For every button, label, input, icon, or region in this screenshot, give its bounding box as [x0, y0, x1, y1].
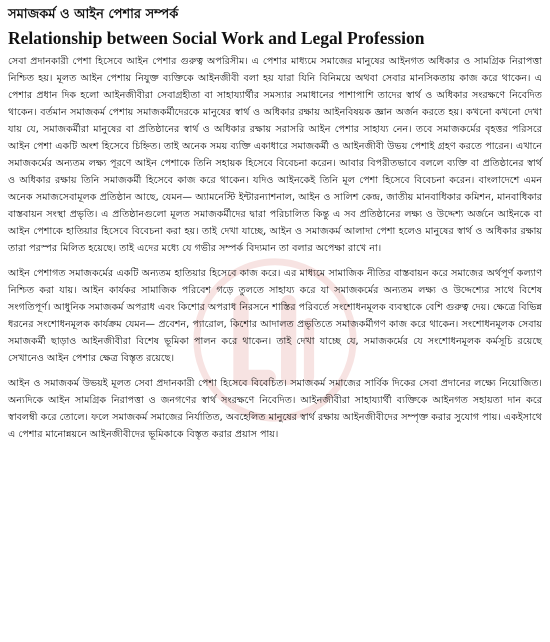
paragraph-3: আইন ও সমাজকর্ম উভয়ই মূলত সেবা প্রদানকারী পেশা হিসেবে বিবেচিত। সমাজকর্ম সমাজের সার্বিক দিকের সেবা প্রদানের লক্ষ্যে নিয়োজিত। অন্যদিকে আইন সামগ্রিক নিরাপত্তা ও জনগণের স্বার্থ সংরক্ষণে নিবেদিত। আইনজীবীরা সাহায্যার্থী ব্যক্তিকে আইনগত সহায়তা দান করে স্বাবলম্বী করে তোলে। ফলে সমাজকর্ম সমাজের নির্যাতিত, অবহেলিত মানুষের স্বার্থ রক্ষায় আইনজীবীদের সম্পৃক্ত করার সুযোগ পায়। একইসাথে এ পেশার মানোন্নয়নে আইনজীবীদের ভূমিকাকে বিস্তৃত করার প্রয়াস পায়। [8, 378, 542, 440]
paragraph-1: সেবা প্রদানকারী পেশা হিসেবে আইন পেশার গুরুত্ব অপরিসীম। এ পেশার মাধ্যমে সমাজের মানুষের আইনগত অধিকার ও সামগ্রিক নিরাপত্তা নিশ্চিত হয়। মূলত আইন পেশায় নিযুক্ত ব্যক্তিকে আইনজীবী বলা হয় যারা যিনি বিনিময়ে অথবা সেবার মানসিকতায় কাজ করে থাকেন। এ পেশার প্রধান দিক হলো আইনজীবীরা সেবাগ্রহীতা বা সাহায্যার্থীর সমস্যার সমাধানের পাশাপাশি তাদের স্বার্থ ও অধিকার সংরক্ষণে নিবেদিত থাকেন। বর্তমান সমাজকর্ম পেশায় সমাজকর্মীদেরকে মানুষের স্বার্থ ও অধিকার রক্ষায় আইনবিষয়ক জ্ঞান অর্জন করতে হয়। কখনো কখনো দেখা যায় যে, সমাজকর্মীরা মানুষের বা প্রতিষ্ঠানের স্বার্থ ও অধিকার রক্ষায় সরাসরি আইন পেশার সাহায্য নেন। তবে সমাজকর্মের বৃহত্তর পরিসরে আইন পেশা একটি অংশ হিসেবে চিহ্নিত। তাই অনেক সময় ব্যক্তি একাধারে সমাজকর্মী ও আইনজীবী উভয় পেশাই গ্রহণ করতে পারেন। এখানে সমাজকর্মের অন্যতম লক্ষ্য পূরণে আইন পেশাকে তিনি সহায়ক হিসেবে বিবেচনা করেন। আবার বিপরীতভাবে বললে ব্যক্তি বা প্রতিষ্ঠানের স্বার্থ ও অধিকার রক্ষায় তিনি সমাজকর্মী হিসেবে কাজ করে থাকেন। যদিও আইনকেই তিনি মূল পেশা হিসেবে বিবেচনা করেন। বাংলাদেশে এমন অনেক সমাজসেবামূলক প্রতিষ্ঠান আছে, যেমন— অ্যামনেস্টি ইন্টারন্যাশনাল, আইন ও সালিশ কেন্দ্র, জাতীয় মানবাধিকার কমিশন, মানবাধিকার বাস্তবায়ন সংস্থা প্রভৃতি। এ প্রতিষ্ঠানগুলো মূলত সমাজকর্মীদের দ্বারা পরিচালিত কিন্তু এ সব প্রতিষ্ঠানের লক্ষ্য ও উদ্দেশ্য অর্জনে আইনকে বা আইন পেশাকে হাতিয়ার হিসেবে বিবেচনা করা হয়। তাই দেখা যাচ্ছে, আইন ও সমাজকর্ম আলাদা পেশা হলেও মানুষের স্বার্থ ও অধিকার রক্ষায় তারা পরস্পর মিলিত হয়েছে। তাই এদের মধ্যে যে গভীর সম্পর্ক বিদ্যমান তা বলার অপেক্ষা রাখে না। [8, 56, 542, 254]
paragraph-2: আইন পেশাগত সমাজকর্মের একটি অন্যতম হাতিয়ার হিসেবে কাজ করে। এর মাধ্যমে সামাজিক নীতির বাস্তবায়ন করে সমাজের অর্থপূর্ণ কল্যাণ নিশ্চিত করা যায়। আইন কার্যকর সামাজিক পরিবেশ গড়ে তুলতে সাহায্য করে যা সমাজকর্মের অন্যতম লক্ষ্য ও উদ্দেশ্যের সাথে বিশেষ সংগতিপূর্ণ। আধুনিক সমাজকর্ম অপরাধ এবং কিশোর অপরাধ নিরসনে শাস্তির পরিবর্তে সংশোধনমূলক ব্যবস্থাকে বেশি গুরুত্ব দেয়। ক্ষেত্রে বিভিন্ন ধরনের সংশোধনমূলক কার্যক্রম যেমন— প্রবেশন, প্যারোল, কিশোর আদালত প্রভৃতিতে সমাজকর্মীগণ কাজ করে থাকেন। সংশোধনমূলক সেবায় সমাজকর্মী ছাড়াও আইনজীবীরা বিশেষ ভূমিকা পালন করে থাকেন। তাই দেখা যাচ্ছে যে, সমাজকর্মের যে সংশোধনমূলক কর্মসূচি রয়েছে সেখানেও আইন পেশার ক্ষেত্র বিস্তৃত রয়েছে। [8, 268, 542, 364]
title-english: Relationship between Social Work and Legal Profession [8, 28, 425, 48]
title-bangla: সমাজকর্ম ও আইন পেশার সম্পর্ক [8, 7, 179, 22]
